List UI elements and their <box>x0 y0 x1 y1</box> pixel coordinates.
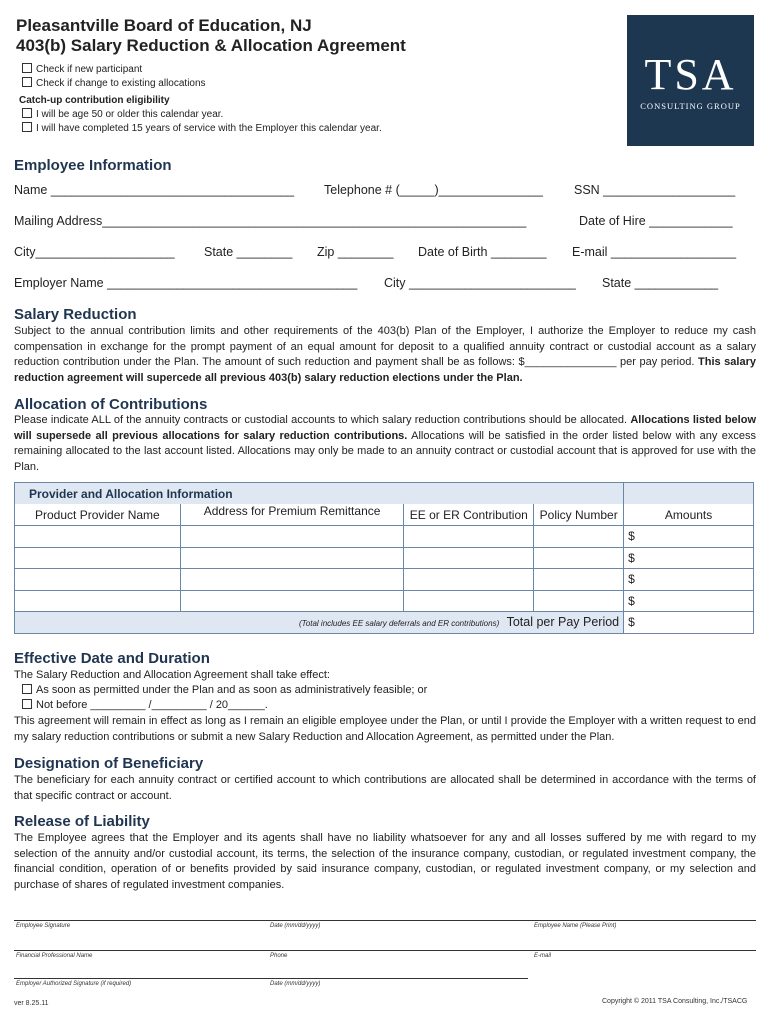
table-title-row <box>15 483 754 505</box>
catchup-label: Catch-up contribution eligibility <box>19 95 170 106</box>
contribution-cell[interactable] <box>404 569 534 591</box>
new-participant-checkbox[interactable] <box>22 63 32 73</box>
table-header-row <box>15 504 754 526</box>
salary-reduction-heading: Salary Reduction <box>14 306 137 323</box>
col-premium-address: Address for Premium Remittance <box>180 504 404 526</box>
table-row <box>15 569 754 591</box>
liability-text: The Employee agrees that the Employer and its agents shall have no liability whatsoever for any and all losses suffered by me with regard to my selection of the annuity and/or custodial account, its terms, the selection of the insurance company, custodian, or regulated investment company, the financial condition, operation of or benefits provided by said insurance company, custodian, or regulated investment company, or my selection and purchase of shares of regulated investment companies. <box>14 832 756 891</box>
contribution-cell[interactable] <box>404 547 534 569</box>
allocation-text-1: Please indicate ALL of the annuity contracts or custodial accounts to which salary reduction contributions should be allocated. <box>14 414 631 426</box>
effective-option-1 <box>22 683 427 699</box>
change-allocations-option <box>22 77 206 89</box>
effective-date-heading: Effective Date and Duration <box>14 650 210 667</box>
effective-intro: The Salary Reduction and Allocation Agreement shall take effect: <box>14 669 330 681</box>
catchup-service-option <box>22 122 382 134</box>
form-title-line1: Pleasantville Board of Education, NJ <box>16 16 312 35</box>
address-cell[interactable] <box>180 547 404 569</box>
date-of-hire-field[interactable]: Date of Hire ____________ <box>579 214 733 228</box>
table-title: Provider and Allocation Information <box>15 483 624 505</box>
catchup-age-option <box>22 108 223 120</box>
catchup-service-checkbox[interactable] <box>22 122 32 132</box>
effective-not-before-label[interactable]: Not before _________ /_________ / 20______. <box>36 699 268 711</box>
total-label-cell <box>15 612 624 634</box>
version-label: ver 8.25.11 <box>14 1000 49 1007</box>
city-field[interactable]: City____________________ <box>14 245 175 259</box>
policy-cell[interactable] <box>534 569 624 591</box>
contribution-cell[interactable] <box>404 590 534 612</box>
allocation-text-2: Allocations will be satisfied in the order listed below with any excess remaining allocated to the last account listed. Allocations may only be made to an annuity contract or custodial account that is approved for use with the Plan. <box>14 429 756 473</box>
provider-cell[interactable] <box>15 590 181 612</box>
employee-signature-label: Employee Signature <box>16 923 71 929</box>
new-participant-option <box>22 63 142 75</box>
catchup-age-label: I will be age 50 or older this calendar year. <box>36 109 224 120</box>
total-row <box>15 612 754 634</box>
col-policy-number: Policy Number <box>534 504 624 526</box>
zip-field[interactable]: Zip ________ <box>317 245 394 259</box>
telephone-field[interactable]: Telephone # (_____)_______________ <box>324 183 543 197</box>
effective-asap-checkbox[interactable] <box>22 684 32 694</box>
form-title-line2: 403(b) Salary Reduction & Allocation Agreement <box>16 36 406 55</box>
name-field[interactable]: Name ___________________________________ <box>14 183 295 197</box>
table-row <box>15 547 754 569</box>
authorized-signature-label: Employer Authorized Signature (if required) <box>16 981 132 987</box>
employee-info-heading: Employee Information <box>14 157 172 174</box>
catchup-service-label: I will have completed 15 years of service with the Employer this calendar year. <box>36 123 382 134</box>
provider-cell[interactable] <box>15 547 181 569</box>
copyright-label: Copyright © 2011 TSA Consulting, Inc./TSACG <box>602 998 748 1005</box>
logo-name: TSA <box>644 50 737 99</box>
allocation-text <box>14 413 756 475</box>
employer-state-field[interactable]: State ____________ <box>602 276 719 290</box>
date-label-2: Date (mm/dd/yyyy) <box>270 981 321 987</box>
liability-heading: Release of Liability <box>14 813 150 830</box>
total-note: (Total includes EE salary deferrals and ER contributions) <box>298 619 500 629</box>
financial-professional-label: Financial Professional Name <box>16 953 93 959</box>
mailing-address-field[interactable]: Mailing Address_____________________________________________________________ <box>14 214 527 228</box>
beneficiary-text: The beneficiary for each annuity contract or certified account to which contributions are allocated shall be determined in accordance with the terms of that specific contract or account. <box>14 774 756 802</box>
signature-line-2[interactable] <box>14 950 756 951</box>
effective-asap-label: As soon as permitted under the Plan and as soon as administratively feasible; or <box>36 684 428 696</box>
policy-cell[interactable] <box>534 526 624 548</box>
logo-subtitle: CONSULTING GROUP <box>640 101 741 111</box>
employee-name-label: Employee Name (Please Print) <box>534 923 617 929</box>
amount-cell[interactable]: $ <box>624 526 754 548</box>
date-of-birth-field[interactable]: Date of Birth ________ <box>418 245 547 259</box>
total-label: Total per Pay Period <box>506 615 620 630</box>
employer-city-field[interactable]: City ________________________ <box>384 276 576 290</box>
catchup-age-checkbox[interactable] <box>22 108 32 118</box>
change-allocations-label: Check if change to existing allocations <box>36 78 206 89</box>
salary-bold-text: This salary reduction agreement will supercede all previous 403(b) salary reduction elections under the Plan. <box>14 356 756 384</box>
effective-option-2 <box>22 698 268 714</box>
ssn-field[interactable]: SSN ___________________ <box>574 183 736 197</box>
table-row <box>15 590 754 612</box>
signature-line-3[interactable] <box>14 978 528 979</box>
state-field[interactable]: State ________ <box>204 245 293 259</box>
allocation-heading: Allocation of Contributions <box>14 396 208 413</box>
policy-cell[interactable] <box>534 547 624 569</box>
phone-label: Phone <box>270 953 288 959</box>
effective-text: This agreement will remain in effect as long as I remain an eligible employee under the Plan, or until I provide the Employer with a written request to end my salary reduction contributions or submit a new Salary Reduction and Allocation Agreement, as permitted under the Plan. <box>14 715 756 743</box>
col-amounts: Amounts <box>624 504 754 526</box>
salary-text: Subject to the annual contribution limits and other requirements of the 403(b) Plan of the Employer, I authorize the Employer to reduce my cash compensation in exchange for the prompt payment of an equal amount for deposit to a qualified annuity contract or custodial account as a salary reduction contribution under the Plan. The amount of such reduction and payment shall be as follows: $_______________ per pay period. <box>14 325 756 368</box>
amount-cell[interactable]: $ <box>624 590 754 612</box>
date-label-1: Date (mm/dd/yyyy) <box>270 923 321 929</box>
col-provider-name: Product Provider Name <box>15 504 181 526</box>
tsa-logo <box>627 15 754 146</box>
change-allocations-checkbox[interactable] <box>22 77 32 87</box>
table-row <box>15 526 754 548</box>
new-participant-label: Check if new participant <box>36 64 143 75</box>
beneficiary-heading: Designation of Beneficiary <box>14 755 204 772</box>
policy-cell[interactable] <box>534 590 624 612</box>
amount-cell[interactable]: $ <box>624 547 754 569</box>
salary-reduction-text <box>14 324 756 386</box>
address-cell[interactable] <box>180 590 404 612</box>
employer-name-field[interactable]: Employer Name ____________________________________ <box>14 276 358 290</box>
effective-not-before-checkbox[interactable] <box>22 699 32 709</box>
email-field[interactable]: E-mail __________________ <box>572 245 737 259</box>
address-cell[interactable] <box>180 569 404 591</box>
allocation-bold-text: Allocations listed below will supersede all previous allocations for salary reduction contributions. <box>14 414 757 442</box>
signature-line-1[interactable] <box>14 920 756 921</box>
provider-cell[interactable] <box>15 569 181 591</box>
email-label: E-mail <box>534 953 552 959</box>
amount-cell[interactable]: $ <box>624 569 754 591</box>
contribution-cell[interactable] <box>404 526 534 548</box>
provider-cell[interactable] <box>15 526 181 548</box>
total-amount-cell[interactable]: $ <box>624 612 754 634</box>
address-cell[interactable] <box>180 526 404 548</box>
col-contribution-type: EE or ER Contribution <box>404 504 534 526</box>
provider-allocation-table <box>14 482 754 634</box>
